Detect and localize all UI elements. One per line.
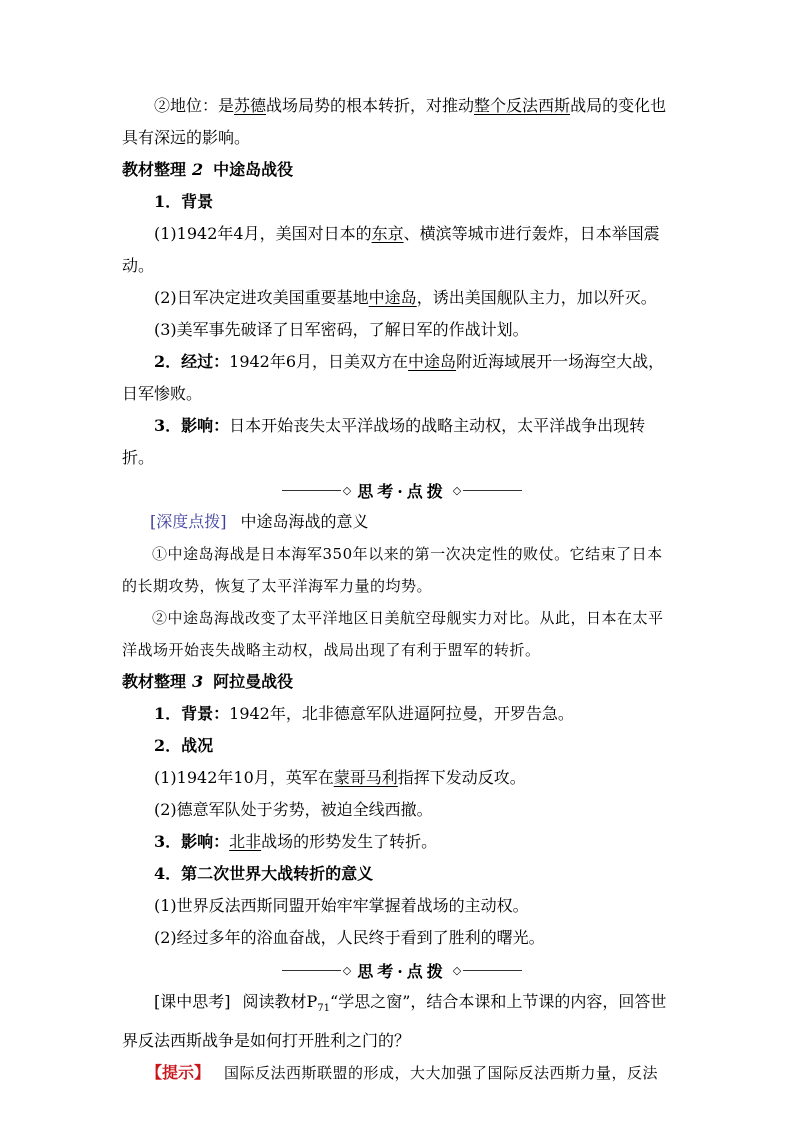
alamein-war-title: 2．战况: [154, 736, 214, 755]
diamond-icon: ◇: [342, 483, 352, 497]
diamond-icon: ◇: [342, 963, 352, 977]
midway-process: 2．经过：1942年6月，日美双方在中途岛附近海域展开一场海空大战，日军惨败。: [122, 352, 665, 403]
alamein-impact: 3．影响：北非战场的形势发生了转折。: [154, 832, 438, 851]
divider-line: [282, 970, 341, 971]
deep-analysis-heading: [深度点拨] 中途岛海战的意义: [150, 512, 369, 531]
turning-point-significance-title: 4．第二次世界大战转折的意义: [154, 864, 374, 883]
diamond-icon: ◇: [452, 483, 462, 497]
deep-analysis-2: ②中途岛海战改变了太平洋地区日美航空母舰实力对比。从此，日本在太平洋战场开始丧失战略主动权，战局出现了有利于盟军的转折。: [122, 609, 664, 659]
midway-background-3: (3)美军事先破译了日军密码，了解日军的作战计划。: [154, 320, 529, 339]
midway-background-title: 1．背景: [154, 192, 214, 211]
divider-line: [282, 490, 341, 491]
alamein-war-2: (2)德意军队处于劣势，被迫全线西撤。: [154, 800, 433, 819]
deep-analysis-1: ①中途岛海战是日本海军350年以来的第一次决定性的败仗。它结束了日本的长期攻势，恢复了太平洋海军力量的均势。: [122, 545, 663, 595]
alamein-background: 1．背景：1942年，北非德意军队进逼阿拉曼，开罗告急。: [154, 704, 574, 723]
status-paragraph: ②地位：是苏德战场局势的根本转折，对推动整个反法西斯战局的变化也具有深远的影响。: [122, 96, 667, 147]
section-heading-alamein: 教材整理 3 阿拉曼战役: [122, 672, 294, 691]
document-content: [122, 90, 677, 1089]
hint-paragraph: 【提示】 国际反法西斯联盟的形成，大大加强了国际反法西斯力量，反法: [146, 1063, 659, 1083]
divider-line: [463, 970, 522, 971]
alamein-war-1: (1)1942年10月，英军在蒙哥马利指挥下发动反攻。: [154, 768, 526, 787]
midway-background-1: (1)1942年4月，美国对日本的东京、横滨等城市进行轰炸，日本举国震动。: [122, 224, 660, 275]
turning-point-significance-1: (1)世界反法西斯同盟开始牢牢掌握着战场的主动权。: [154, 896, 529, 915]
midway-impact: 3．影响：日本开始丧失太平洋战场的战略主动权，太平洋战争出现转折。: [122, 416, 646, 467]
think-divider: ◇ 思考·点拨 ◇: [282, 954, 522, 986]
diamond-icon: ◇: [452, 963, 462, 977]
divider-line: [463, 490, 522, 491]
think-divider: ◇ 思考·点拨 ◇: [282, 474, 522, 506]
section-heading-midway: 教材整理 2 中途岛战役: [122, 160, 294, 179]
class-thinking-question: [课中思考] 阅读教材$P_{71}“$学思之窗”，结合本课和上节课的内容，回答世界反法西斯战争是如何打开胜利之门的？: [122, 992, 667, 1051]
midway-background-2: (2)日军决定进攻美国重要基地中途岛，诱出美国舰队主力，加以歼灭。: [154, 288, 657, 307]
turning-point-significance-2: (2)经过多年的浴血奋战，人民终于看到了胜利的曙光。: [154, 928, 545, 947]
